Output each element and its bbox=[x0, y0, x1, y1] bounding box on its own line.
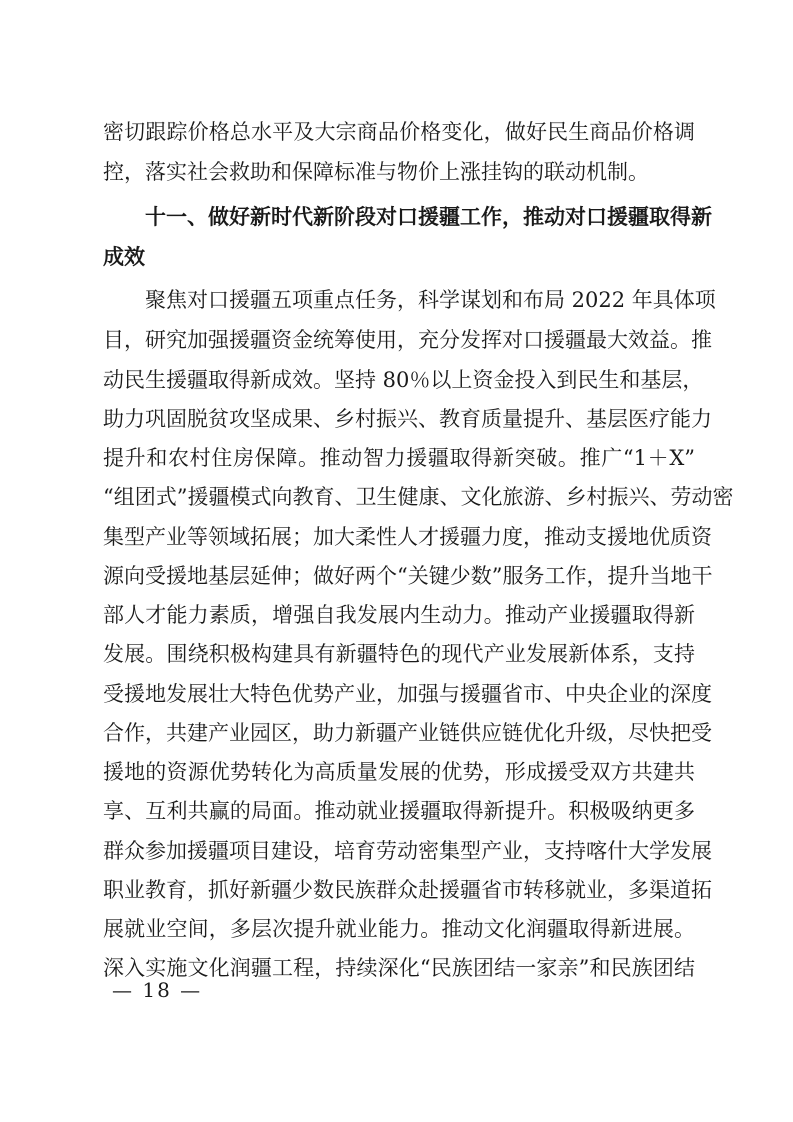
paragraph-line: 动民生援疆取得新成效。坚持 80％以上资金投入到民生和基层， bbox=[103, 368, 704, 392]
section-heading-line: 十一、做好新时代新阶段对口援疆工作，推动对口援疆取得新 bbox=[145, 205, 712, 229]
section-heading-line: 成效 bbox=[103, 245, 145, 269]
paragraph-line: 目，研究加强援疆资金统筹使用，充分发挥对口援疆最大效益。推 bbox=[103, 328, 712, 352]
paragraph-line: 展就业空间，多层次提升就业能力。推动文化润疆取得新进展。 bbox=[103, 917, 695, 941]
paragraph-line: 提升和农村住房保障。推动智力援疆取得新突破。推广“1＋X” bbox=[103, 446, 695, 470]
paragraph-line: 援地的资源优势转化为高质量发展的优势，形成援受双方共建共 bbox=[103, 760, 695, 784]
paragraph-line: 受援地发展壮大特色优势产业，加强与援疆省市、中央企业的深度 bbox=[103, 682, 712, 706]
paragraph-line: 聚焦对口援疆五项重点任务，科学谋划和布局 2022 年具体项 bbox=[145, 288, 716, 312]
paragraph-line: 深入实施文化润疆工程，持续深化“民族团结一家亲”和民族团结 bbox=[103, 956, 695, 980]
paragraph-line: 享、互利共赢的局面。推动就业援疆取得新提升。积极吸纳更多 bbox=[103, 799, 695, 823]
paragraph-line: 合作，共建产业园区，助力新疆产业链供应链优化升级，尽快把受 bbox=[103, 721, 712, 745]
paragraph-line: “组团式”援疆模式向教育、卫生健康、文化旅游、乡村振兴、劳动密 bbox=[103, 485, 734, 509]
page-number: — 18 — bbox=[112, 978, 203, 1002]
paragraph-line: 集型产业等领域拓展；加大柔性人才援疆力度，推动支援地优质资 bbox=[103, 525, 712, 549]
paragraph-line: 发展。围绕积极构建具有新疆特色的现代产业发展新体系，支持 bbox=[103, 642, 695, 666]
paragraph-line: 助力巩固脱贫攻坚成果、乡村振兴、教育质量提升、基层医疗能力 bbox=[103, 407, 712, 431]
body-text-line: 控，落实社会救助和保障标准与物价上涨挂钩的联动机制。 bbox=[103, 160, 649, 184]
paragraph-line: 源向受援地基层延伸；做好两个“关键少数”服务工作，提升当地干 bbox=[103, 564, 713, 588]
paragraph-line: 职业教育，抓好新疆少数民族群众赴援疆省市转移就业，多渠道拓 bbox=[103, 878, 712, 902]
paragraph-line: 群众参加援疆项目建设，培育劳动密集型产业，支持喀什大学发展 bbox=[103, 839, 712, 863]
paragraph-line: 部人才能力素质，增强自我发展内生动力。推动产业援疆取得新 bbox=[103, 603, 695, 627]
body-text-line: 密切跟踪价格总水平及大宗商品价格变化，做好民生商品价格调 bbox=[103, 120, 695, 144]
